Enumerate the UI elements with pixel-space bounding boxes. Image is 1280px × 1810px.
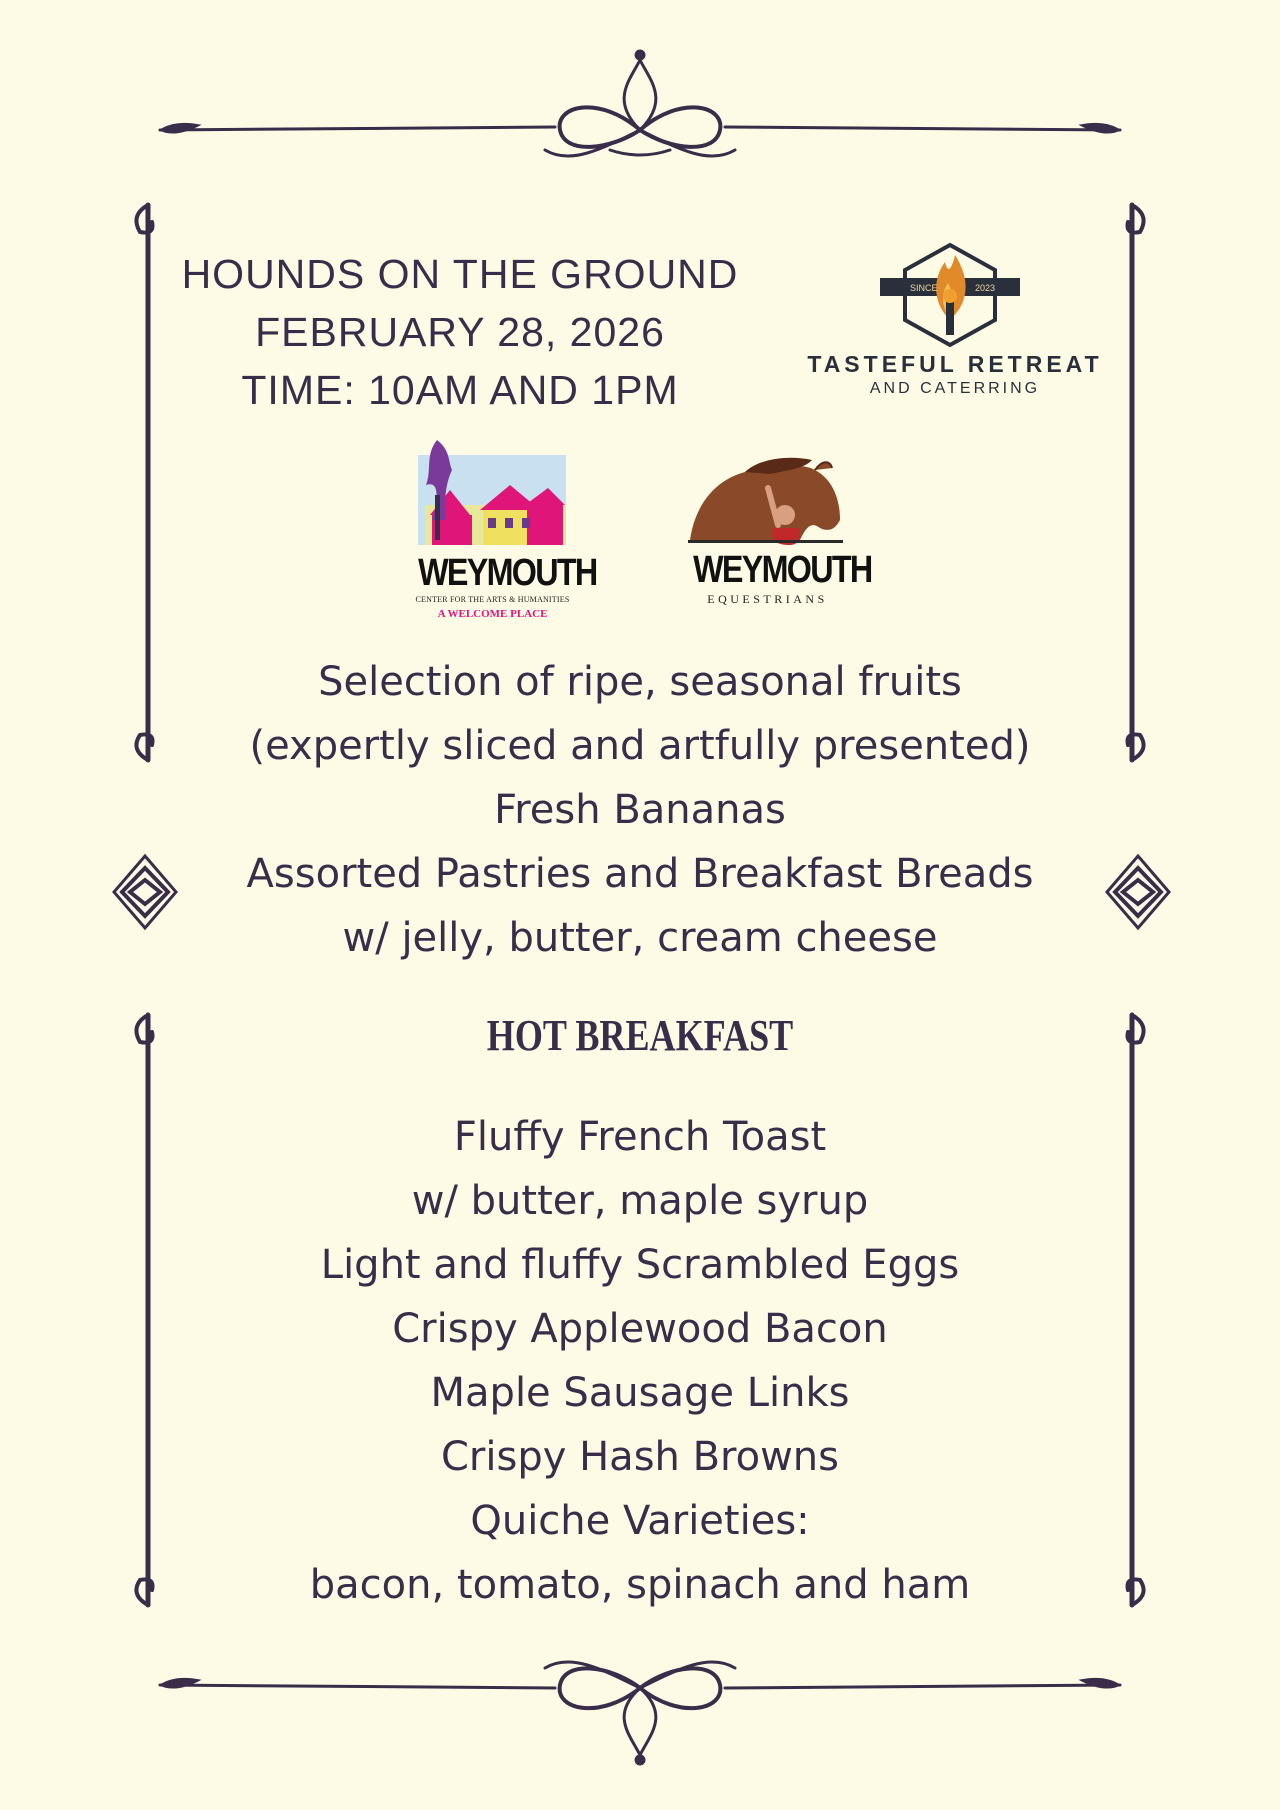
list-item: Quiche Varieties: (470, 1498, 810, 1544)
weymouth-center-name: WEYMOUTH (418, 552, 597, 594)
list-item: Maple Sausage Links (430, 1370, 850, 1416)
list-item: Crispy Hash Browns (441, 1434, 839, 1480)
weymouth-equestrians-name: WEYMOUTH (693, 549, 872, 591)
list-item: w/ butter, maple syrup (411, 1178, 869, 1224)
event-date: FEBRUARY 28, 2026 (255, 309, 665, 355)
list-item: Light and fluffy Scrambled Eggs (320, 1242, 960, 1288)
hot-breakfast-heading: HOT BREAKFAST (486, 1011, 794, 1060)
event-title: HOUNDS ON THE GROUND (181, 251, 739, 297)
list-item: bacon, tomato, spinach and ham (309, 1562, 971, 1608)
tasteful-retreat-name: TASTEFUL RETREAT (807, 351, 1103, 377)
weymouth-equestrians-logo (680, 549, 872, 607)
event-time: TIME: 10AM AND 1PM (241, 367, 679, 413)
list-item: Fresh Bananas (494, 787, 786, 833)
badge-year: 2023 (975, 283, 996, 293)
weymouth-center-subtitle: CENTER FOR THE ARTS & HUMANITIES (415, 595, 570, 604)
list-item: Assorted Pastries and Breakfast Breads (246, 851, 1034, 897)
cold-menu-list (140, 650, 1140, 970)
list-item: Crispy Applewood Bacon (392, 1306, 888, 1352)
list-item: Fluffy French Toast (453, 1114, 827, 1160)
tasteful-retreat-subtitle: AND CATERRING (869, 380, 1041, 397)
weymouth-equestrians-subtitle: EQUESTRIANS (707, 592, 828, 606)
weymouth-center-logo (405, 552, 597, 620)
list-item: (expertly sliced and artfully presented) (249, 723, 1031, 769)
badge-since: SINCE (910, 283, 938, 293)
list-item: Selection of ripe, seasonal fruits (318, 659, 962, 705)
list-item: w/ jelly, butter, cream cheese (342, 915, 938, 961)
tasteful-retreat-logo (790, 345, 1120, 398)
hot-menu-list (140, 1105, 1140, 1617)
weymouth-center-tagline: A WELCOME PLACE (437, 608, 548, 620)
